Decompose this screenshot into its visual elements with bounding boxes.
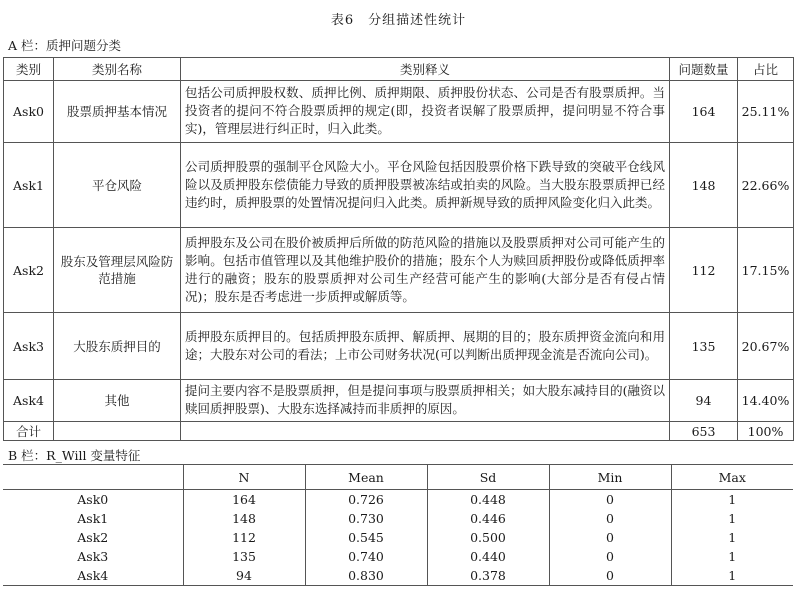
total-row <box>4 422 794 441</box>
category-id: Ask3 <box>4 313 54 380</box>
category-id: Ask1 <box>4 143 54 228</box>
category-name: 平仓风险 <box>54 143 181 228</box>
category-name: 股票质押基本情况 <box>54 81 181 143</box>
category-id: Ask2 <box>4 228 54 313</box>
stats-header-n: N <box>183 465 305 490</box>
question-count: 94 <box>670 380 738 422</box>
proportion: 14.40% <box>738 380 794 422</box>
category-name: 其他 <box>54 380 181 422</box>
stats-header-min: Min <box>549 465 671 490</box>
proportion: 22.66% <box>738 143 794 228</box>
stats-sd: 0.448 <box>427 490 549 510</box>
table-row <box>4 81 794 143</box>
stats-row <box>3 490 793 510</box>
stats-category: Ask4 <box>3 566 183 586</box>
panel-b-label: B 栏：R_Will 变量特征 <box>8 448 141 463</box>
stats-min: 0 <box>549 547 671 566</box>
panel-a-label: A 栏：质押问题分类 <box>8 38 122 53</box>
stats-header-mean: Mean <box>305 465 427 490</box>
category-id: Ask0 <box>4 81 54 143</box>
category-desc: 提问主要内容不是股票质押，但是提问事项与股票质押相关；如大股东减持目的(融资以赎回质押股票)、大股东选择减持而非质押的原因。 <box>181 380 670 422</box>
category-desc: 质押股东质押目的。包括质押股东质押、解质押、展期的目的；股东质押资金流向和用途；大股东对公司的看法；上市公司财务状况(可以判断出质押现金流是否流向公司)。 <box>181 313 670 380</box>
question-count: 112 <box>670 228 738 313</box>
question-count: 164 <box>670 81 738 143</box>
stats-header-sd: Sd <box>427 465 549 490</box>
stats-n: 164 <box>183 490 305 510</box>
stats-category: Ask3 <box>77 549 109 564</box>
category-id: Ask4 <box>4 380 54 422</box>
table-row <box>4 228 794 313</box>
category-desc: 质押股东及公司在股价被质押后所做的防范风险的措施以及股票质押对公司可能产生的影响。包括市值管理以及其他维护股价的措施；股东个人为赎回质押股份或降低质押率进行的融资；股东的股票质押对公司生产经营可能产生的影响(大部分是否有侵占情况)；股东是否考虑进一步质押或解质等。 <box>181 228 670 313</box>
stats-max: 1 <box>671 528 793 547</box>
header-proportion: 占比 <box>738 58 794 81</box>
question-count: 148 <box>670 143 738 228</box>
stats-sd: 0.446 <box>427 509 549 528</box>
stats-sd: 0.500 <box>427 528 549 547</box>
header-question-count: 问题数量 <box>670 58 738 81</box>
pledge-question-table <box>3 57 794 441</box>
header-category-name: 类别名称 <box>54 58 181 81</box>
stats-row <box>3 566 793 586</box>
stats-n: 112 <box>183 528 305 547</box>
stats-category: Ask0 <box>77 492 109 507</box>
question-count: 135 <box>670 313 738 380</box>
proportion: 20.67% <box>738 313 794 380</box>
stats-category: Ask2 <box>77 530 109 545</box>
table-row <box>4 380 794 422</box>
stats-sd: 0.440 <box>427 547 549 566</box>
stats-row <box>3 547 793 566</box>
header-category-desc: 类别释义 <box>181 58 670 81</box>
stats-n: 148 <box>183 509 305 528</box>
stats-row <box>3 509 793 528</box>
stats-header-row <box>3 465 793 490</box>
stats-mean: 0.730 <box>305 509 427 528</box>
category-desc: 公司质押股票的强制平仓风险大小。平仓风险包括因股票价格下跌导致的突破平仓线风险以及质押股东偿债能力导致的质押股票被冻结或拍卖的风险。当大股东股票质押已经违约时，质押股票的处置情况提问归入此类。质押新规导致的质押风险变化归入此类。 <box>181 143 670 228</box>
stats-mean: 0.726 <box>305 490 427 510</box>
stats-header-max: Max <box>671 465 793 490</box>
stats-mean: 0.545 <box>305 528 427 547</box>
stats-mean: 0.740 <box>305 547 427 566</box>
proportion: 25.11% <box>738 81 794 143</box>
category-desc: 包括公司质押股权数、质押比例、质押期限、质押股份状态、公司是否有股票质押。当投资者的提问不符合股票质押的规定(即，投资者误解了股票质押，提问明显不符合事实)，管理层进行纠正时，归入此类。 <box>181 81 670 143</box>
stats-max: 1 <box>671 566 793 586</box>
stats-min: 0 <box>549 566 671 586</box>
category-name: 股东及管理层风险防范措施 <box>54 228 181 313</box>
stats-min: 0 <box>549 528 671 547</box>
stats-category: Ask1 <box>77 511 109 526</box>
stats-n: 135 <box>183 547 305 566</box>
total-proportion: 100% <box>738 422 794 441</box>
total-empty-cell <box>181 422 670 441</box>
stats-header-category <box>3 465 183 490</box>
stats-n: 94 <box>183 566 305 586</box>
header-category-id: 类别 <box>4 58 54 81</box>
stats-min: 0 <box>549 509 671 528</box>
stats-mean: 0.830 <box>305 566 427 586</box>
stats-row <box>3 528 793 547</box>
total-label: 合计 <box>4 422 54 441</box>
proportion: 17.15% <box>738 228 794 313</box>
total-empty-cell <box>54 422 181 441</box>
r-will-stats-table <box>3 464 793 586</box>
stats-min: 0 <box>549 490 671 510</box>
category-name: 大股东质押目的 <box>54 313 181 380</box>
stats-max: 1 <box>671 509 793 528</box>
stats-max: 1 <box>671 547 793 566</box>
table-header-row <box>4 58 794 81</box>
table-row <box>4 313 794 380</box>
stats-max: 1 <box>671 490 793 510</box>
table-row <box>4 143 794 228</box>
table-title: 表6 分组描述性统计 <box>330 13 467 28</box>
stats-sd: 0.378 <box>427 566 549 586</box>
total-count: 653 <box>670 422 738 441</box>
